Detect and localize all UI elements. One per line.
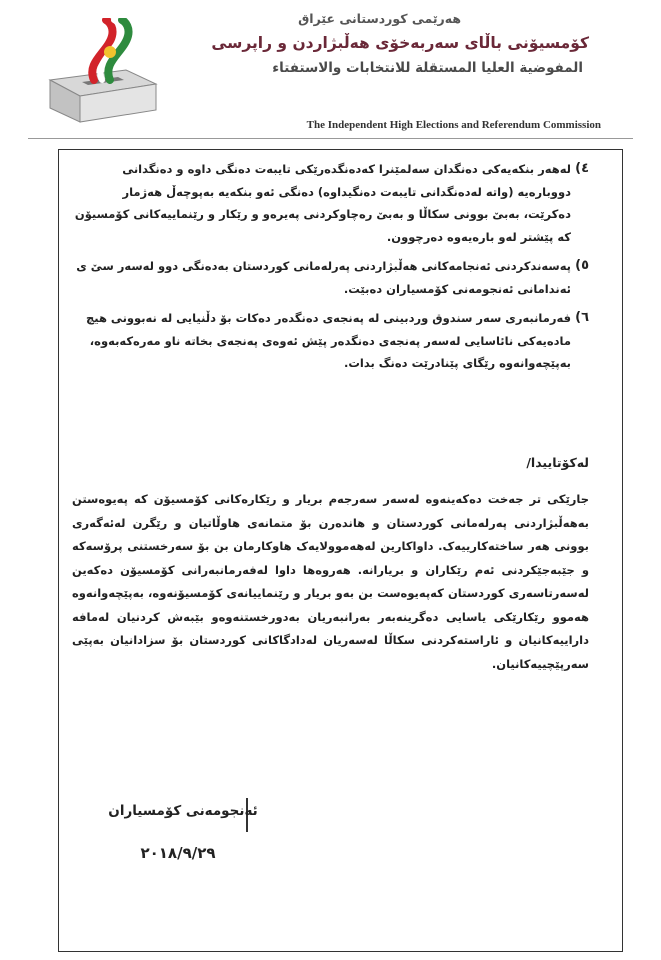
item-number: ٥) (575, 258, 589, 273)
list-item (74, 307, 589, 375)
signature-date: ٢٠١٨/٩/٢٩ (140, 844, 216, 862)
letterhead-text (201, 8, 601, 80)
closing-paragraph: جارێکی تر جەخت دەکەینەوە لەسەر سەرجەم بریار و رێکارەکانی کۆمسیۆن کە پەیوەستن بەهەڵبژاردنی پەرلەمانی کوردستان و هاندەرن بۆ متمانەی هاوڵاتیان و رێگرن لەئەگەری بوونی هەر ساختەکارییەک. داواکارین لەهەموولایەک هاوکارمان بن بۆ سەرخستنی پرۆسەکە و جێبەجێکردنی ئەم رێکاران و بریارانە. هەروەها داوا لەفەرمانبەرانی کۆمسیۆن دەکەین لەسەرتاسەری کوردستان کەپەیوەست بن بەو بریار و رێنماییانەی کۆمسیۆنەوە، بەپێچەوانەوە هەموو رێکارێکی یاسایی دەگرینەبەر بەرانبەریان بەدورخستنەوەو بێبەش کردنیان لەمافە داراییەکانیان و ئاراستەکردنی سکاڵا لەسەریان لەدادگاکانی کوردستان بۆ سزادانیان بەپێی سەرپێچییەکانیان. (72, 492, 589, 671)
item-text: پەسەندکردنی ئەنجامەکانی هەڵبژاردنی پەرلەمانی کوردستان بەدەنگی دوو لەسەر سێ ی ئەندامانی ئەنجومەنی کۆمسیاران دەبێت. (76, 259, 571, 296)
list-item (74, 255, 589, 300)
item-text: لەهەر بنکەیەکی دەنگدان سەلمێنرا کەدەنگدەرێکی تایبەت دەنگی داوە و دەنگدانی دووبارەیە (واتە لەدەنگدانی تایبەت دەنگیداوە) دەنگی ئەو بنکەیە بەپوچەڵ هەژمار دەکرێت، بەبێ بوونی سکاڵا و بەبێ رەچاوکردنی پەیرەو و رێکار و رێنماییەکانی کۆمسیۆن کە پێشتر لەو بارەیەوە دەرچوون. (74, 162, 571, 244)
ballot-box-logo-icon (42, 18, 162, 128)
numbered-items (74, 158, 589, 375)
commission-name-arabic: المفوضية العليا المستقلة للانتخابات والاستفتاء (272, 60, 583, 76)
commission-name-english: The Independent High Elections and Referendum Commission (306, 119, 601, 131)
conclusion-heading: لەکۆتاییدا/ (526, 455, 589, 470)
item-number: ٤) (575, 161, 589, 176)
commission-name-kurdish: کۆمسیۆنی باڵای سەربەخۆی هەڵبژاردن و راپرسی (211, 34, 589, 52)
region-name: هەرێمی کوردستانی عێراق (298, 11, 461, 26)
item-text: فەرمانبەری سەر سندوق وردبینی لە پەنجەی دەنگدەر دەکات بۆ دڵنیایی لە نەبوونی هیچ مادەیەکی نائاسایی لەسەر پەنجەی دەنگدەر پێش ئەوەی پەنجەی بخاتە ناو مەرەکەبەوە، بەپێچەوانەوە رێگای پێنادرێت دەنگ بدات. (85, 311, 571, 370)
item-number: ٦) (575, 310, 589, 325)
list-item (74, 158, 589, 248)
signatory-name: ئەنجومەنی کۆمسیاران (108, 803, 258, 819)
letterhead (0, 0, 661, 150)
letterhead-divider (28, 138, 633, 139)
